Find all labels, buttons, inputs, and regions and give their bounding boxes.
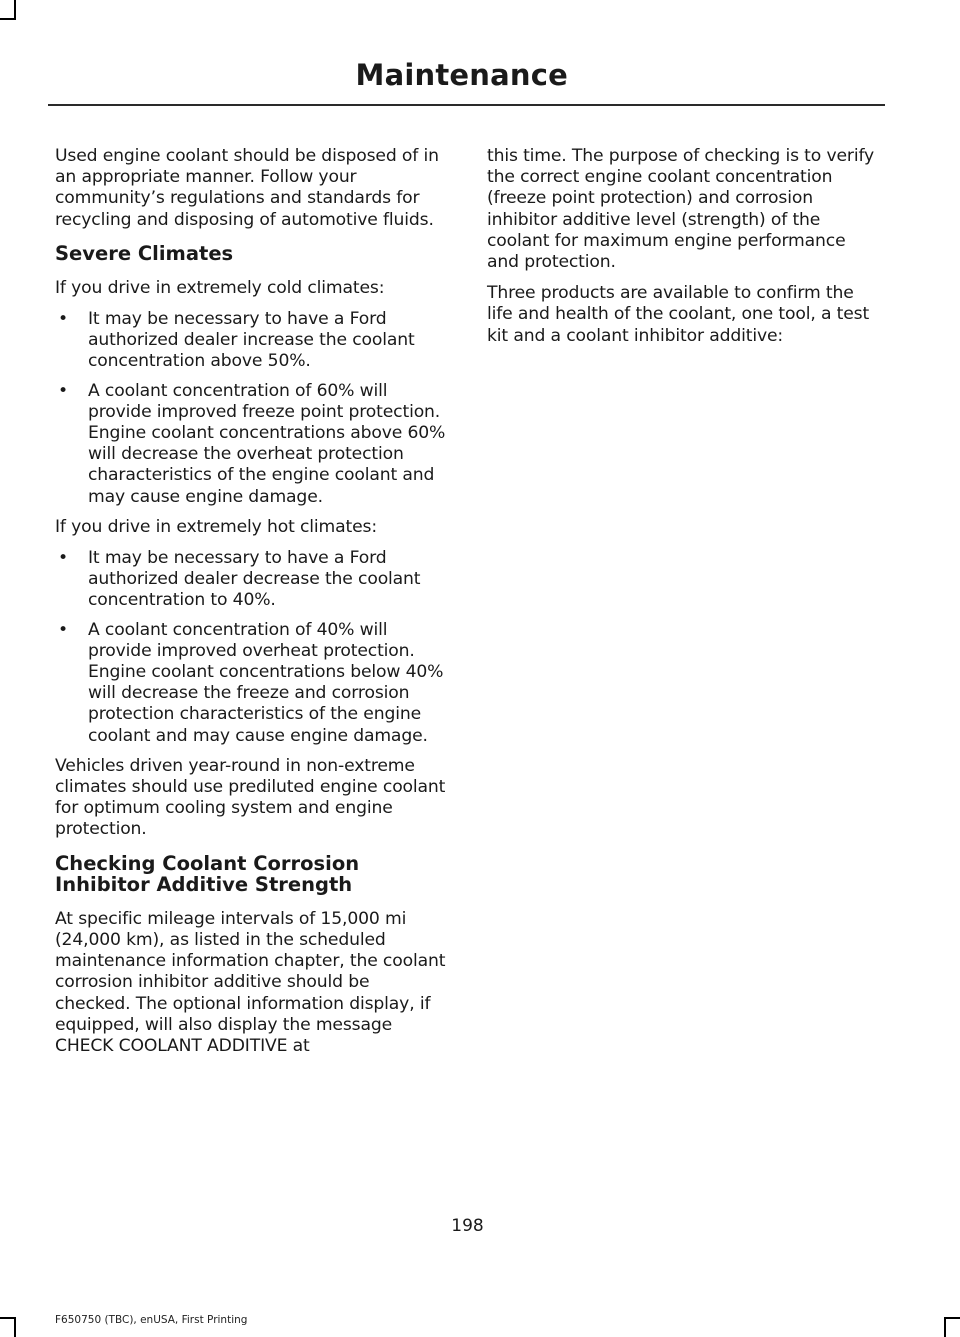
crop-mark-bottom-left-horizontal (0, 1317, 16, 1319)
header-divider (48, 104, 885, 106)
hot-climates-list (55, 548, 450, 747)
crop-mark-bottom-right-horizontal (944, 1317, 960, 1319)
list-item: • A coolant concentration of 40% will provide improved overheat protection. Engine coolant concentrations below 40% will decrease the freeze and corrosion protection characteristics of the engine coolant and may cause engine damage. (55, 620, 450, 747)
intro-paragraph: Used engine coolant should be disposed of in an appropriate manner. Follow your community’s regulations and standards for recycling and disposing of automotive fluids. (55, 146, 439, 230)
severe-climates-heading: Severe Climates (55, 241, 234, 265)
products-paragraph: Three products are available to confirm the life and health of the coolant, one tool, a test kit and a coolant inhibitor additive: (487, 283, 870, 346)
crop-mark-top-left-vertical (14, 0, 16, 20)
list-item: • A coolant concentration of 60% will provide improved freeze point protection. Engine coolant concentrations above 60% will decrease the overheat protection characteristics of the engine coolant and may cause engine damage. (55, 381, 450, 508)
list-item: • It may be necessary to have a Ford authorized dealer increase the coolant concentration above 50%. (55, 309, 450, 373)
checking-coolant-paragraph: At specific mileage intervals of 15,000 mi (24,000 km), as listed in the scheduled maintenance information chapter, the coolant corrosion inhibitor additive should be checked. The optional information display, if equipped, will also display the message CHECK COOLANT ADDITIVE at (55, 908, 446, 1056)
left-column (55, 146, 450, 1067)
crop-mark-bottom-right-vertical (944, 1317, 946, 1337)
hot-climates-intro: If you drive in extremely hot climates: (55, 516, 377, 537)
checking-coolant-heading: Checking Coolant Corrosion Inhibitor Additive Strength (55, 851, 360, 896)
page-number: 198 (451, 1216, 484, 1236)
page-title: Maintenance (355, 58, 568, 92)
edition-footer: F650750 (TBC), enUSA, First Printing (55, 1314, 248, 1326)
cold-climates-intro: If you drive in extremely cold climates: (55, 277, 385, 298)
list-item: • It may be necessary to have a Ford authorized dealer decrease the coolant concentration to 40%. (55, 548, 450, 612)
crop-mark-bottom-left-vertical (14, 1317, 16, 1337)
year-round-paragraph: Vehicles driven year-round in non-extreme climates should use prediluted engine coolant for optimum cooling system and engine protection. (55, 755, 446, 840)
right-column (487, 146, 882, 357)
crop-mark-top-left-horizontal (0, 18, 16, 20)
continuation-paragraph: this time. The purpose of checking is to verify the correct engine coolant concentration (freeze point protection) and corrosion inhibitor additive level (strength) of the coolant for maximum engine performance and protection. (487, 146, 875, 273)
cold-climates-list (55, 309, 450, 508)
